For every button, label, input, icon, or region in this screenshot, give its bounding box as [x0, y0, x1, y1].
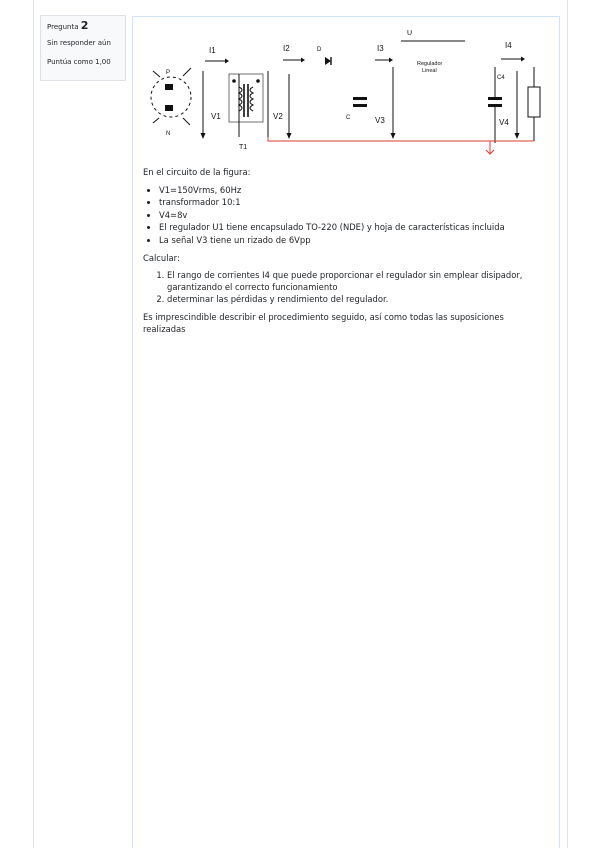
question-intro: En el circuito de la figura:: [143, 167, 251, 177]
question-label: Pregunta: [47, 23, 79, 31]
list-item: • V1=150Vrms, 60Hz: [159, 185, 548, 197]
terminal-p-label: P: [166, 70, 171, 76]
transformer-t1-label: T1: [239, 144, 248, 151]
current-i4-label: I4: [505, 41, 512, 50]
question-number-value: 2: [80, 19, 89, 32]
terminal-n-label: N: [166, 131, 171, 137]
question-status: Sin responder aún: [47, 39, 111, 47]
regulator-u-label: U: [407, 30, 413, 37]
voltage-v2-label: V2: [273, 112, 283, 121]
closing-text: Es imprescindible describir el procedimiento seguido, así como todas las suposiciones realizadas: [143, 311, 504, 334]
question-score: Puntúa como 1,00: [47, 58, 111, 66]
voltage-v4-label: V4: [499, 118, 509, 127]
transformer-symbol: [229, 74, 263, 151]
list-item: • V4=8v: [159, 210, 548, 222]
regulator-name-line2: Lineal: [422, 68, 437, 74]
list-item: 1. El rango de corrientes I4 que puede proporcionar el regulador sin emplear disipador, garantizando el correcto funcionamiento: [167, 270, 548, 293]
regulator-name-line1: Regulador: [417, 61, 443, 67]
calc-label: Calcular:: [143, 252, 180, 263]
ground-return-wire: [268, 137, 534, 154]
current-i2-label: I2: [283, 44, 290, 53]
capacitor-c4-symbol: [488, 67, 505, 143]
question-info-box: [40, 15, 126, 81]
question-content: [132, 16, 560, 848]
question-number: [47, 20, 119, 31]
question-text: [143, 167, 548, 341]
right-column-border: [567, 0, 568, 848]
list-item: • El regulador U1 tiene encapsulado TO-220 (NDE) y hoja de características incluida: [159, 222, 548, 234]
current-i1-label: I1: [209, 46, 216, 55]
list-item: • transformador 10:1: [159, 197, 548, 209]
ac-source-symbol: [151, 68, 191, 137]
task-list: [143, 270, 548, 306]
left-column-border: [33, 0, 34, 848]
given-data-list: [143, 185, 548, 247]
load-resistor-symbol: [528, 67, 540, 141]
capacitor-c4-label: C4: [497, 75, 505, 81]
capacitor-c-symbol: [346, 97, 367, 121]
circuit-diagram: [143, 19, 553, 169]
voltage-v3-label: V3: [375, 116, 385, 125]
list-item: 2. determinar las pérdidas y rendimiento del regulador.: [167, 294, 548, 306]
list-item: • La señal V3 tiene un rizado de 6Vpp: [159, 235, 548, 247]
regulator-u-symbol: [401, 30, 465, 74]
capacitor-c-label: C: [346, 115, 351, 121]
voltage-v1-label: V1: [211, 112, 221, 121]
diode-d-label: D: [317, 47, 322, 53]
diode-symbol: [317, 47, 331, 65]
current-i3-label: I3: [377, 44, 384, 53]
